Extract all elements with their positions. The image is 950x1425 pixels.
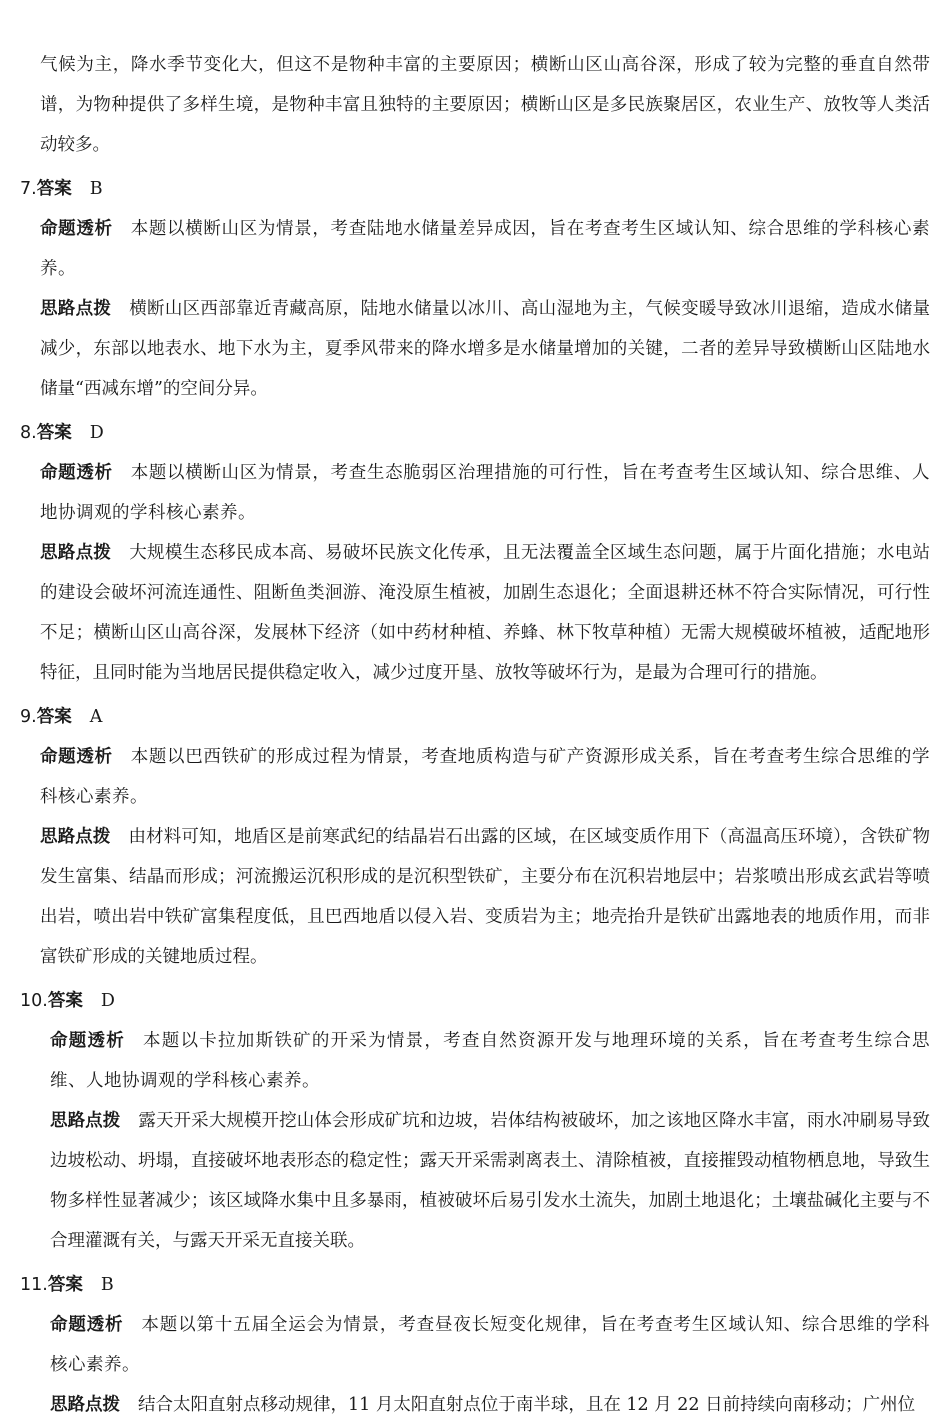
analysis-paragraph [0,1305,930,1385]
analysis-label: 命题透析 [40,463,113,483]
answer-label: 答案 [36,707,72,727]
analysis-label: 命题透析 [50,1031,126,1051]
analysis-text: 本题以巴西铁矿的形成过程为情景，考查地质构造与矿产资源形成关系，旨在考查考生综合思维的学科核心素养。 [40,747,931,807]
answer-label: 答案 [36,423,72,443]
analysis-paragraph [0,453,930,533]
hint-label: 思路点拨 [40,827,111,847]
analysis-paragraph [0,209,930,289]
question-9 [0,697,930,977]
answer-value: D [89,423,104,443]
question-11 [0,1265,930,1425]
answer-line [0,981,930,1021]
hint-paragraph [0,1101,930,1261]
analysis-paragraph [0,1021,930,1101]
analysis-text: 本题以横断山区为情景，考查陆地水储量差异成因，旨在考查考生区域认知、综合思维的学科核心素养。 [40,219,931,279]
question-number: 10. [20,991,48,1011]
answer-line [0,169,930,209]
question-number: 7. [20,179,37,199]
analysis-paragraph [0,737,930,817]
answer-line [0,1265,930,1305]
question-7 [0,169,930,409]
hint-paragraph [0,289,930,409]
hint-text: 露天开采大规模开挖山体会形成矿坑和边坡，岩体结构被破坏，加之该地区降水丰富，雨水冲刷易导致边坡松动、坍塌，直接破坏地表形态的稳定性；露天开采需剥离表土、清除植被，直接摧毁动植物栖息地，导致生物多样性显著减少；该区域降水集中且多暴雨，植被破坏后易引发水土流失，加剧土地退化；土壤盐碱化主要与不合理灌溉有关，与露天开采无直接关联。 [50,1111,930,1251]
answer-label: 答案 [47,991,83,1011]
answer-value: B [89,179,103,199]
question-number: 9. [20,707,37,727]
analysis-label: 命题透析 [40,747,113,767]
question-8 [0,413,930,693]
answer-value: A [89,707,103,727]
analysis-label: 命题透析 [50,1315,124,1335]
hint-label: 思路点拨 [40,543,112,563]
question-10 [0,981,930,1261]
hint-paragraph [0,1385,930,1425]
analysis-label: 命题透析 [40,219,113,239]
hint-label: 思路点拨 [50,1111,121,1131]
question-number: 11. [20,1275,48,1295]
answer-label: 答案 [47,1275,83,1295]
answer-value: D [100,991,115,1011]
answer-value: B [100,1275,114,1295]
analysis-text: 本题以卡拉加斯铁矿的开采为情景，考查自然资源开发与地理环境的关系，旨在考查考生综合思维、人地协调观的学科核心素养。 [50,1031,931,1091]
hint-text: 结合太阳直射点移动规律，11 月太阳直射点位于南半球，且在 12 月 22 日前持续向南移动；广州位 [138,1395,916,1415]
hint-label: 思路点拨 [40,299,112,319]
analysis-text: 本题以第十五届全运会为情景，考查昼夜长短变化规律，旨在考查考生区域认知、综合思维的学科核心素养。 [50,1315,931,1375]
question-number: 8. [20,423,37,443]
answer-line [0,697,930,737]
intro-paragraph: 气候为主，降水季节变化大，但这不是物种丰富的主要原因；横断山区山高谷深，形成了较为完整的垂直自然带谱，为物种提供了多样生境，是物种丰富且独特的主要原因；横断山区是多民族聚居区，农业生产、放牧等人类活动较多。 [40,55,930,155]
hint-paragraph [0,817,930,977]
answer-line [0,413,930,453]
hint-text: 大规模生态移民成本高、易破坏民族文化传承，且无法覆盖全区域生态问题，属于片面化措施；水电站的建设会破坏河流连通性、阻断鱼类洄游、淹没原生植被，加剧生态退化；全面退耕还林不符合实际情况，可行性不足；横断山区山高谷深，发展林下经济（如中药材种植、养蜂、林下牧草种植）无需大规模破坏植被，适配地形特征，且同时能为当地居民提供稳定收入，减少过度开垦、放牧等破坏行为，是最为合理可行的措施。 [40,543,931,683]
hint-text: 由材料可知，地盾区是前寒武纪的结晶岩石出露的区域，在区域变质作用下（高温高压环境），含铁矿物发生富集、结晶而形成；河流搬运沉积形成的是沉积型铁矿，主要分布在沉积岩地层中；岩浆喷出形成玄武岩等喷出岩，喷出岩中铁矿富集程度低，且巴西地盾以侵入岩、变质岩为主；地壳抬升是铁矿出露地表的地质作用，而非富铁矿形成的关键地质过程。 [40,827,931,967]
answer-label: 答案 [36,179,72,199]
analysis-text: 本题以横断山区为情景，考查生态脆弱区治理措施的可行性，旨在考查考生区域认知、综合思维、人地协调观的学科核心素养。 [40,463,931,523]
hint-text: 横断山区西部靠近青藏高原，陆地水储量以冰川、高山湿地为主，气候变暖导致冰川退缩，造成水储量减少，东部以地表水、地下水为主，夏季风带来的降水增多是水储量增加的关键，二者的差异导致横断山区陆地水储量“西减东增”的空间分异。 [40,299,931,399]
hint-paragraph [0,533,930,693]
hint-label: 思路点拨 [50,1395,120,1415]
